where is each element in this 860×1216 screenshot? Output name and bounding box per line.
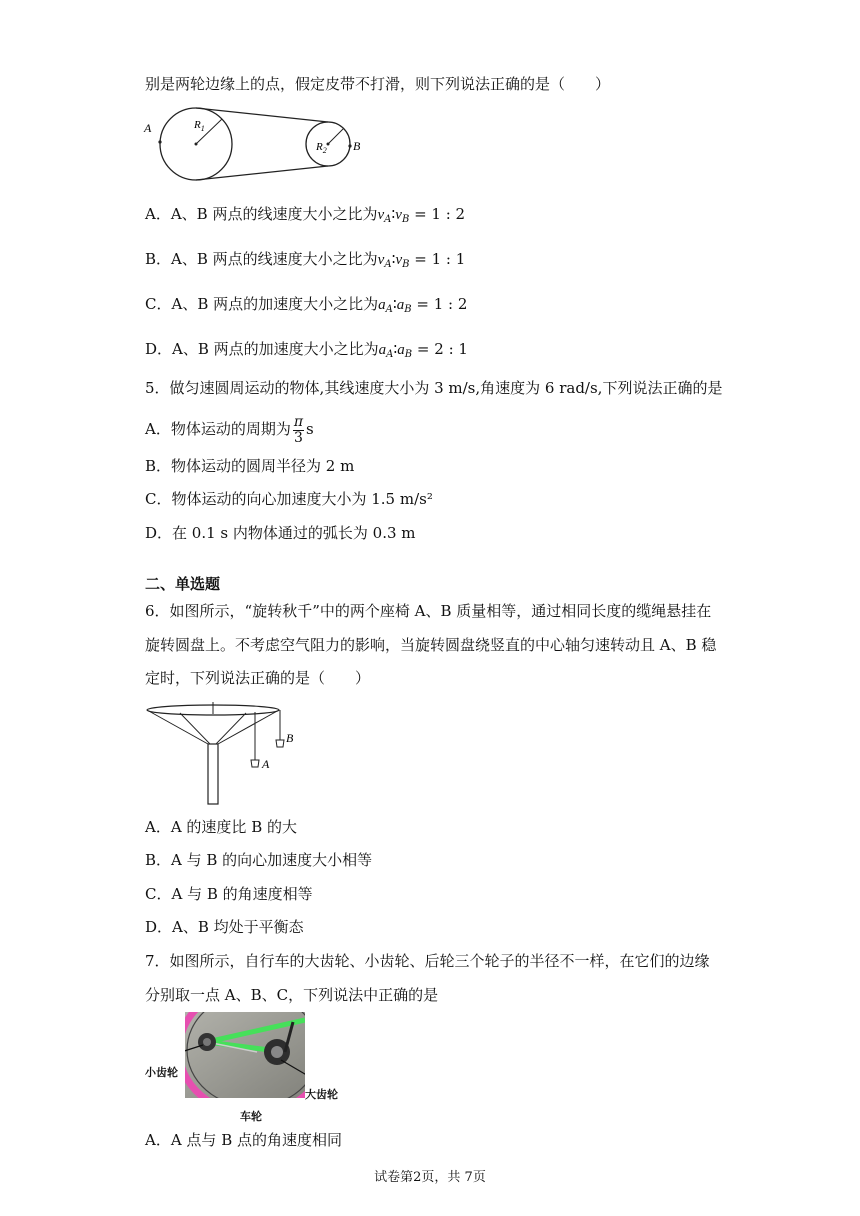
q4-option-d: D．A、B 两点的加速度大小之比为$a_A∶a_B = 2$ : 1 <box>145 340 468 360</box>
q4-stem-tail: 别是两轮边缘上的点，假定皮带不打滑，则下列说法正确的是（ ） <box>145 75 611 93</box>
pulley-label-r2: R <box>316 141 323 153</box>
bicycle-photo <box>145 1012 345 1127</box>
page-footer: 试卷第2页，共 7页 <box>374 1170 486 1185</box>
swing-label-a: A <box>262 757 270 771</box>
q5-option-d: D．在 0.1 s 内物体通过的弧长为 0.3 m <box>145 524 416 542</box>
q6-option-a: A．A 的速度比 B 的大 <box>145 818 297 836</box>
pulley-label-r1: R <box>194 119 201 131</box>
q6-stem-line1: 6．如图所示，“旋转秋千”中的两个座椅 A、B 质量相等，通过相同长度的缆绳悬挂在 <box>145 602 712 620</box>
q7-stem-line1: 7．如图所示，自行车的大齿轮、小齿轮、后轮三个轮子的半径不一样，在它们的边缘 <box>145 952 710 970</box>
q5-period-fraction: $\frac{\pi}{3}$ <box>293 413 304 446</box>
q6-option-d: D．A、B 均处于平衡态 <box>145 918 304 936</box>
svg-text:R1 <box>193 119 205 133</box>
pulley-label-b: B <box>353 139 361 153</box>
swing-label-b: B <box>286 731 294 745</box>
section-title: 二、单选题 <box>145 575 221 593</box>
pulley-label-r2-sub: 2 <box>322 146 327 155</box>
q7-option-a: A．A 点与 B 点的角速度相同 <box>145 1131 342 1149</box>
q5-option-b: B．物体运动的圆周半径为 2 m <box>145 457 355 475</box>
pulley-belt-figure <box>140 104 370 186</box>
pulley-label-a: A <box>144 121 152 135</box>
q6-option-b: B．A 与 B 的向心加速度大小相等 <box>145 851 373 869</box>
svg-text:R2 <box>315 141 327 155</box>
q6-stem-line2: 旋转圆盘上。不考虑空气阻力的影响，当旋转圆盘绕竖直的中心轴匀速转动且 A、B 稳 <box>145 636 717 654</box>
label-small-gear: 小齿轮 <box>145 1066 178 1079</box>
q7-stem-line2: 分别取一点 A、B、C，下列说法中正确的是 <box>145 986 439 1004</box>
q5-option-a: A．物体运动的周期为 $\frac{\pi}{3}$ s <box>145 413 314 446</box>
label-big-gear: 大齿轮 <box>305 1088 338 1101</box>
q4-option-a: A．A、B 两点的线速度大小之比为$v_A∶v_B = 1$ : 2 <box>145 205 466 225</box>
pulley-label-r1-sub: 1 <box>200 124 205 133</box>
q4-option-b: B．A、B 两点的线速度大小之比为$v_A∶v_B = 1$ : 1 <box>145 250 466 270</box>
q6-option-c: C．A 与 B 的角速度相等 <box>145 885 313 903</box>
label-wheel: 车轮 <box>240 1110 262 1123</box>
q6-stem-line3: 定时，下列说法正确的是（ ） <box>145 669 371 687</box>
q5-option-c: C．物体运动的向心加速度大小为 1.5 m/s² <box>145 490 433 508</box>
rotating-swing-figure <box>140 700 295 808</box>
q4-option-c: C．A、B 两点的加速度大小之比为$a_A∶a_B = 1$ : 2 <box>145 295 468 315</box>
q5-stem: 5．做匀速圆周运动的物体,其线速度大小为 3 m/s,角速度为 6 rad/s,下列说法正确的是 <box>145 379 723 397</box>
